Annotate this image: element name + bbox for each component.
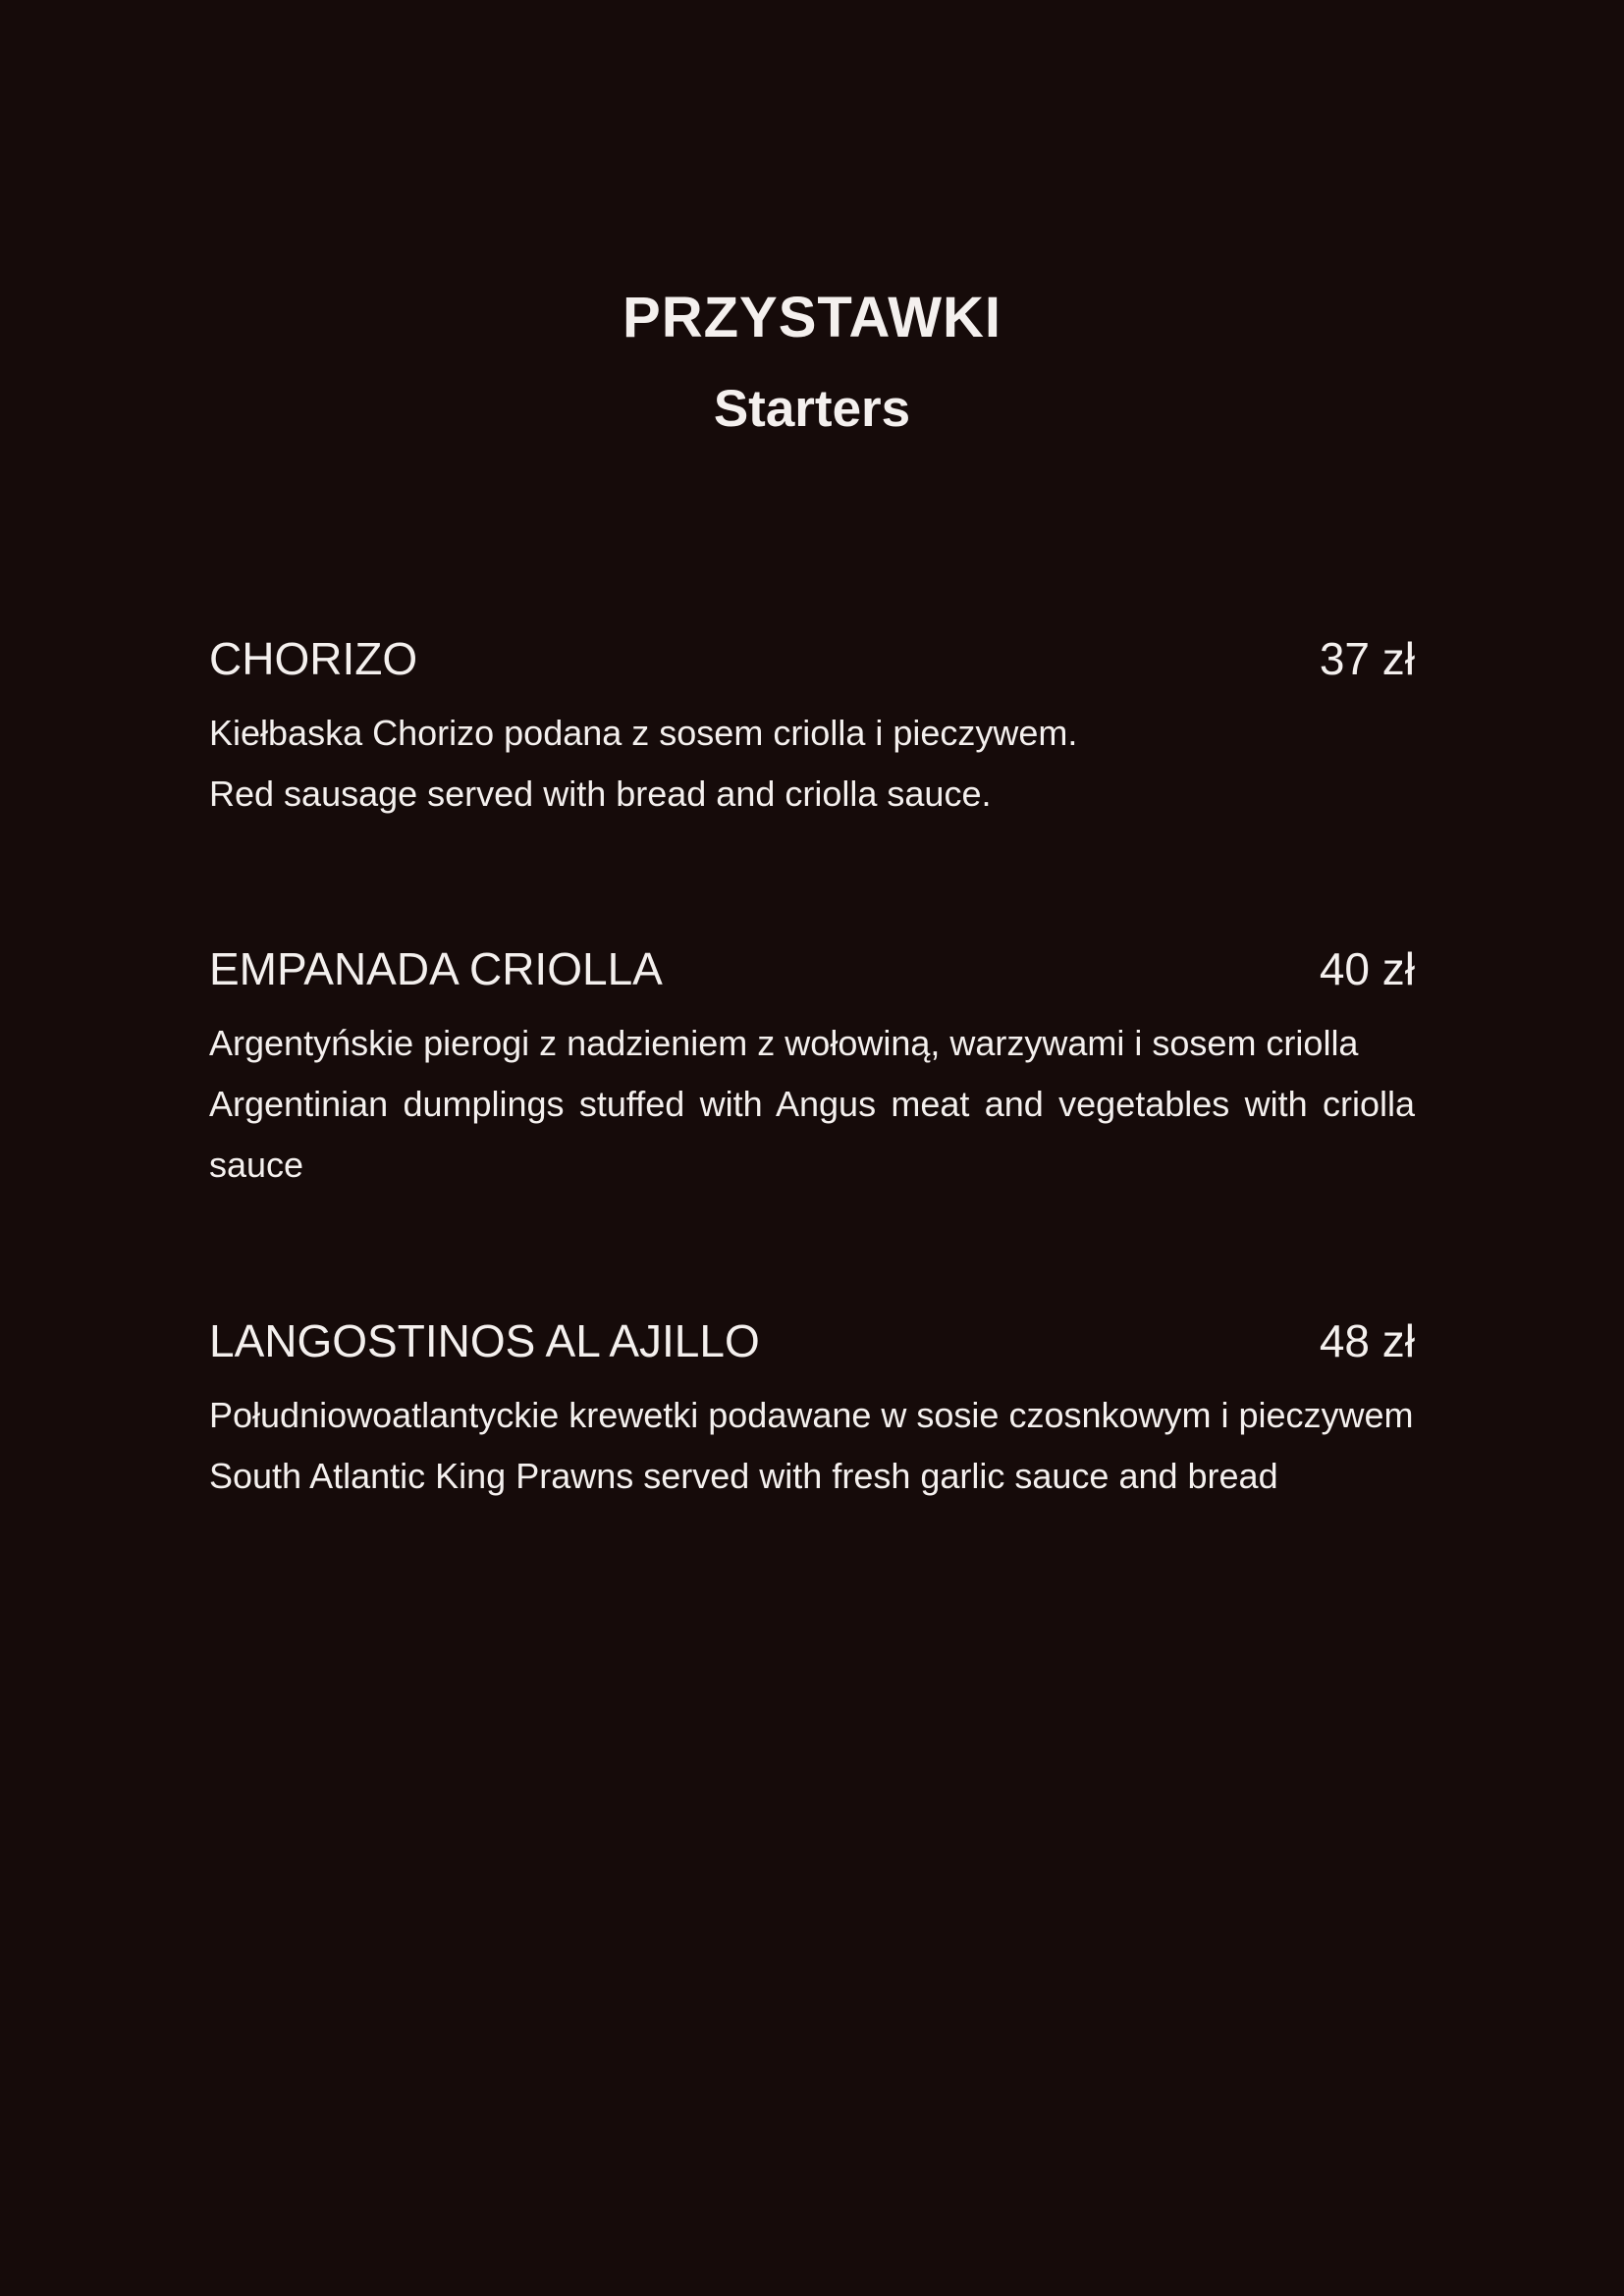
description-polish: Argentyńskie pierogi z nadzieniem z wołowiną, warzywami i sosem criolla [209,1023,1359,1063]
menu-item-price: 48 zł [1319,1315,1415,1366]
description-english: South Atlantic King Prawns served with fresh garlic sauce and bread [209,1456,1278,1496]
menu-item-price: 40 zł [1319,943,1415,994]
menu-item-empanada-criolla [209,943,1415,1196]
menu-item-description [209,1385,1415,1507]
menu-item-description [209,1013,1415,1196]
menu-item-price: 37 zł [1319,633,1415,684]
menu-item-description [209,703,1415,825]
menu-item-name: CHORIZO [209,633,418,684]
menu-item-name: LANGOSTINOS AL AJILLO [209,1315,760,1366]
section-title-english: Starters [713,380,911,438]
menu-item-name: EMPANADA CRIOLLA [209,943,663,994]
menu-item-langostinos-al-ajillo [209,1315,1415,1507]
description-english: Argentinian dumplings stuffed with Angus meat and vegetables with criolla sauce [209,1084,1415,1185]
section-title-polish: PRZYSTAWKI [623,286,1001,349]
menu-item-chorizo [209,633,1415,825]
menu-item-header [209,1315,1415,1369]
description-polish: Południowoatlantyckie krewetki podawane w sosie czosnkowym i pieczywem [209,1395,1414,1435]
description-english: Red sausage served with bread and criolla sauce. [209,774,992,814]
description-polish: Kiełbaska Chorizo podana z sosem criolla i pieczywem. [209,713,1078,753]
menu-item-header [209,943,1415,997]
menu-item-header [209,633,1415,687]
